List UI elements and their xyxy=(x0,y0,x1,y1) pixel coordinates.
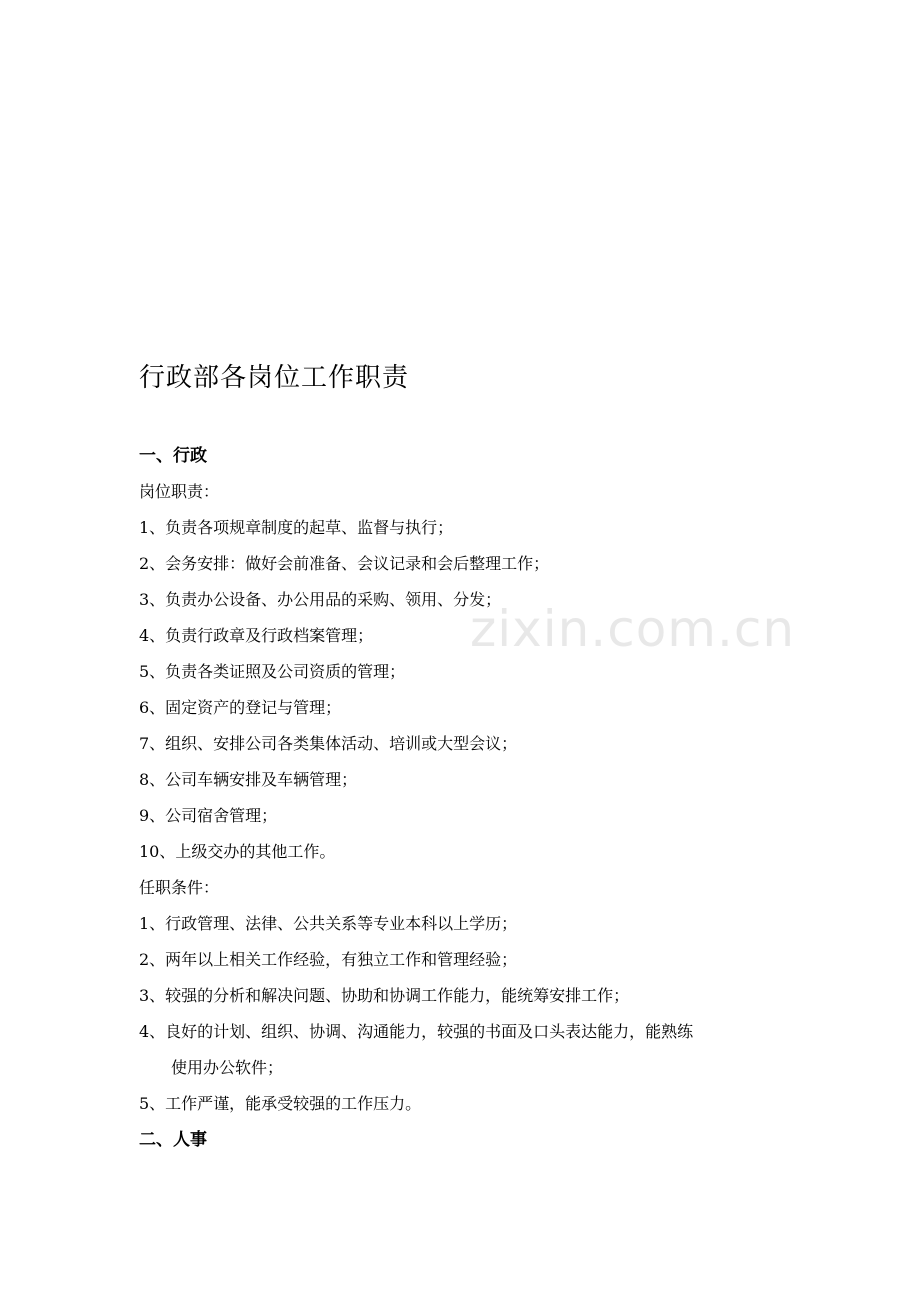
subheading-requirements: 任职条件： xyxy=(139,878,220,897)
requirement-item: 2、两年以上相关工作经验，有独立工作和管理经验； xyxy=(139,950,518,969)
document-title: 行政部各岗位工作职责 xyxy=(139,363,410,393)
requirement-item: 5、工作严谨，能承受较强的工作压力。 xyxy=(139,1094,422,1113)
duty-item: 6、固定资产的登记与管理； xyxy=(139,698,342,717)
duty-item: 4、负责行政章及行政档案管理； xyxy=(139,626,374,645)
duty-item: 3、负责办公设备、办公用品的采购、领用、分发； xyxy=(139,590,502,609)
section-heading-hr: 二、人事 xyxy=(139,1130,207,1150)
watermark: zixin.com.cn xyxy=(470,600,796,658)
duty-item: 7、组织、安排公司各类集体活动、培训或大型会议； xyxy=(139,734,518,753)
duty-item: 2、会务安排：做好会前准备、会议记录和会后整理工作； xyxy=(139,554,550,573)
requirement-item-continuation: 使用办公软件； xyxy=(171,1058,284,1077)
section-heading-admin: 一、行政 xyxy=(139,446,207,466)
duty-item: 8、公司车辆安排及车辆管理； xyxy=(139,770,358,789)
requirement-item: 1、行政管理、法律、公共关系等专业本科以上学历； xyxy=(139,914,518,933)
requirement-item: 4、良好的计划、组织、协调、沟通能力，较强的书面及口头表达能力，能熟练 xyxy=(139,1022,694,1041)
subheading-duties: 岗位职责： xyxy=(139,482,220,501)
duty-item: 10、上级交办的其他工作。 xyxy=(139,842,336,861)
duty-item: 1、负责各项规章制度的起草、监督与执行； xyxy=(139,518,454,537)
duty-item: 5、负责各类证照及公司资质的管理； xyxy=(139,662,406,681)
requirement-item: 3、较强的分析和解决问题、协助和协调工作能力，能统筹安排工作； xyxy=(139,986,630,1005)
duty-item: 9、公司宿舍管理； xyxy=(139,806,278,825)
document-body xyxy=(139,438,799,1158)
